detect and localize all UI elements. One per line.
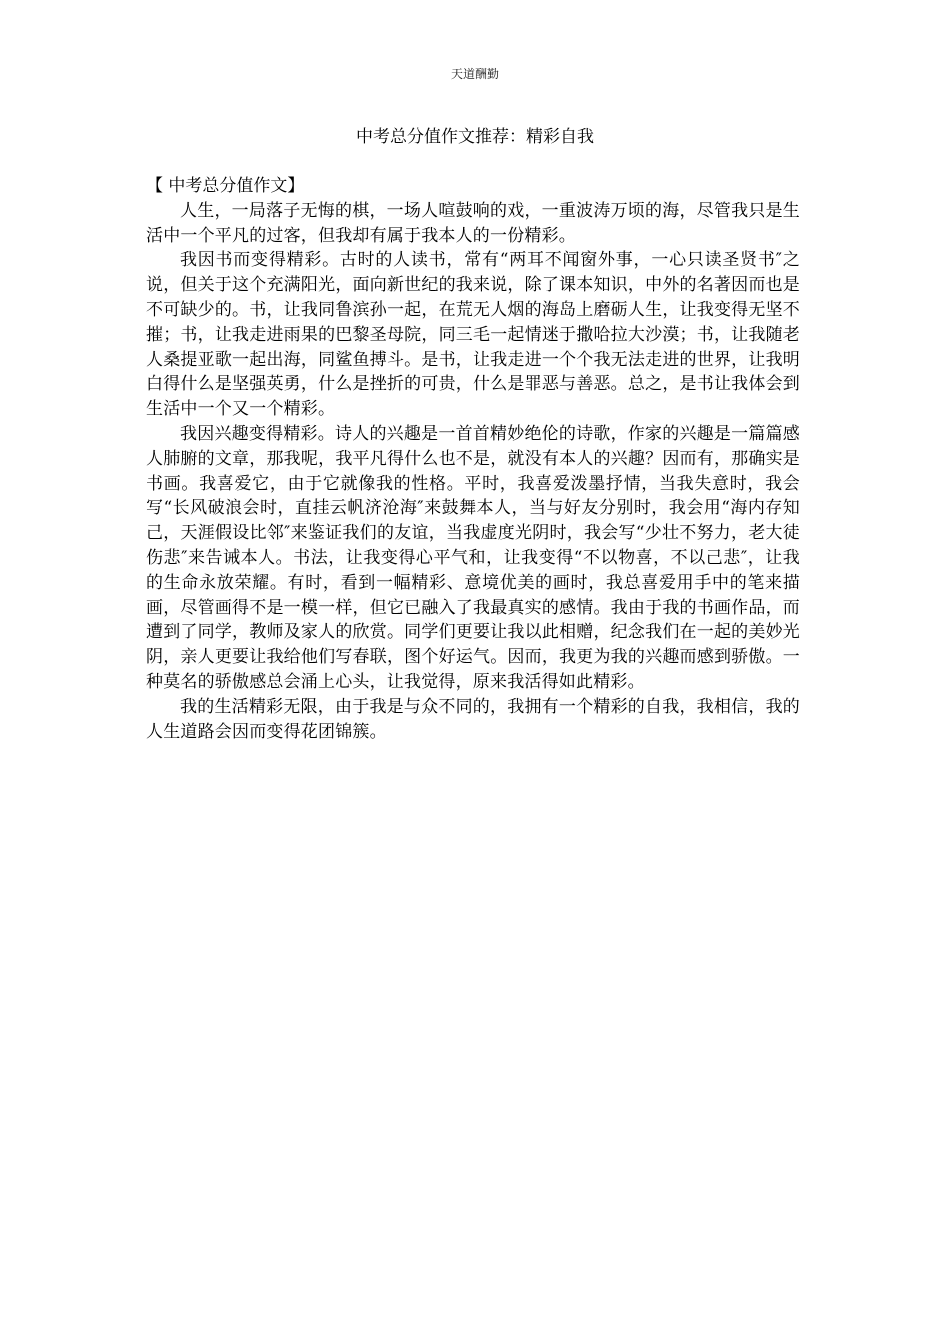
document-title: 中考总分值作文推荐：精彩自我 [356,127,594,147]
paragraph-1: 人生，一局落子无悔的棋，一场人喧鼓响的戏，一重波涛万顷的海，尽管我只是生活中一个平凡的过客，但我却有属于我本人的一份精彩。 [146,200,800,246]
section-label: 【 中考总分值作文】 [146,176,305,196]
paragraph-3: 我因兴趣变得精彩。诗人的兴趣是一首首精妙绝伦的诗歌，作家的兴趣是一篇篇感人肺腑的文章，那我呢，我平凡得什么也不是，就没有本人的兴趣？因而有，那确实是书画。我喜爱它，由于它就像我的性格。平时，我喜爱泼墨抒情，当我失意时，我会写“长风破浪会时，直挂云帆济沧海″来鼓舞本人，当与好友分别时，我会用“海内存知己，天涯假设比邻″来鉴证我们的友谊，当我虚度光阴时，我会写“少壮不努力，老大徒伤悲″来告诫本人。书法，让我变得心平气和，让我变得“不以物喜，不以己悲″，让我的生命永放荣耀。有时，看到一幅精彩、意境优美的画时，我总喜爱用手中的笔来描画，尽管画得不是一模一样，但它已融入了我最真实的感情。我由于我的书画作品，而遭到了同学，教师及家人的欣赏。同学们更要让我以此相赠，纪念我们在一起的美妙光阴，亲人更要让我给他们写春联，图个好运气。因而，我更为我的兴趣而感到骄傲。一种莫名的骄傲感总会涌上心头，让我觉得，原来我活得如此精彩。 [146,423,800,692]
paragraph-4: 我的生活精彩无限，由于我是与众不同的，我拥有一个精彩的自我，我相信，我的人生道路会因而变得花团锦簇。 [146,696,800,742]
document-body [146,174,800,744]
paragraph-2: 我因书而变得精彩。古时的人读书，常有“两耳不闻窗外事，一心只读圣贤书″之说，但关于这个充满阳光，面向新世纪的我来说，除了课本知识，中外的名著因而也是不可缺少的。书，让我同鲁滨孙一起，在荒无人烟的海岛上磨砺人生，让我变得无坚不摧；书，让我走进雨果的巴黎圣母院，同三毛一起情迷于撒哈拉大沙漠；书，让我随老人桑提亚歌一起出海，同鲨鱼搏斗。是书，让我走进一个个我无法走进的世界，让我明白得什么是坚强英勇，什么是挫折的可贵，什么是罪恶与善恶。总之，是书让我体会到生活中一个又一个精彩。 [146,250,800,420]
page-header: 天道酬勤 [450,67,499,81]
